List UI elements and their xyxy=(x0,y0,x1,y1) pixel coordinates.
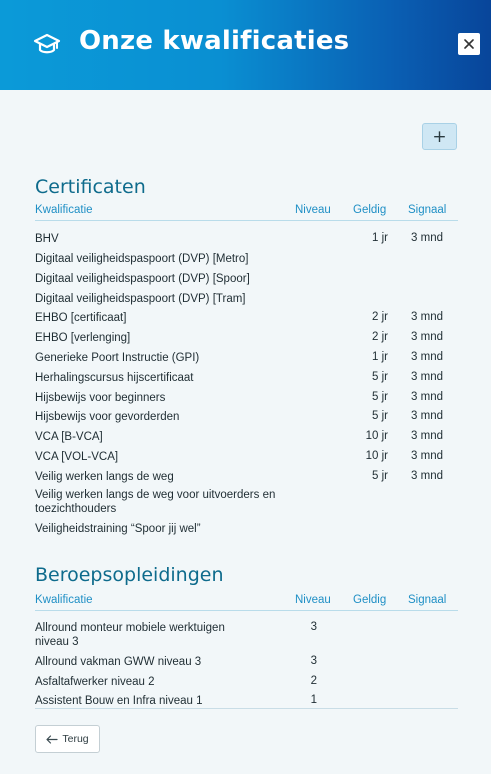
table-row[interactable]: Hijsbewijs voor beginners 5 jr 3 mnd xyxy=(35,391,443,404)
column-header-niveau[interactable]: Niveau xyxy=(295,204,331,216)
table-row[interactable]: EHBO [verlenging] 2 jr 3 mnd xyxy=(35,331,443,344)
column-header-geldig[interactable]: Geldig xyxy=(353,594,387,606)
table-row[interactable]: Hijsbewijs voor gevorderden 5 jr 3 mnd xyxy=(35,410,443,423)
column-header-kwalificatie[interactable]: Kwalificatie xyxy=(35,204,93,216)
table-row[interactable]: EHBO [certificaat] 2 jr 3 mnd xyxy=(35,311,443,324)
table-body-beroepsopleidingen xyxy=(35,621,458,714)
column-header-signaal[interactable]: Signaal xyxy=(408,204,447,216)
back-button-label: Terug xyxy=(62,733,89,745)
table-row[interactable]: Allround vakman GWW niveau 3 3 xyxy=(35,655,317,668)
table-row[interactable]: Veilig werken langs de weg 5 jr 3 mnd xyxy=(35,470,443,483)
table-row[interactable]: VCA [B-VCA] 10 jr 3 mnd xyxy=(35,430,443,443)
table-row[interactable]: Allround monteur mobiele werktuigen niveau 3 3 xyxy=(35,621,317,648)
table-row[interactable]: Asfaltafwerker niveau 2 2 xyxy=(35,675,317,688)
add-button[interactable]: + xyxy=(422,123,457,150)
table-row[interactable]: Digitaal veiligheidspaspoort (DVP) [Spoor] xyxy=(35,273,250,285)
page-title: Onze kwalificaties xyxy=(79,26,350,56)
table-row[interactable]: Herhalingscursus hijscertificaat 5 jr 3 mnd xyxy=(35,371,443,384)
table-row[interactable]: BHV 1 jr 3 mnd xyxy=(35,232,443,245)
table-row[interactable]: Veilig werken langs de weg voor uitvoerders en toezichthouders xyxy=(35,489,276,515)
table-row[interactable]: VCA [VOL-VCA] 10 jr 3 mnd xyxy=(35,450,443,463)
table-body-certificaten xyxy=(35,232,458,542)
column-header-kwalificatie[interactable]: Kwalificatie xyxy=(35,594,93,606)
close-button[interactable] xyxy=(458,33,480,55)
main-content xyxy=(0,90,491,774)
page-header xyxy=(0,0,491,90)
table-header-beroepsopleidingen xyxy=(35,594,458,611)
graduation-cap-icon xyxy=(33,32,61,56)
close-icon xyxy=(464,39,474,49)
section-title-beroepsopleidingen: Beroepsopleidingen xyxy=(35,564,224,586)
column-header-niveau[interactable]: Niveau xyxy=(295,594,331,606)
table-row[interactable]: Digitaal veiligheidspaspoort (DVP) [Tram] xyxy=(35,293,246,305)
table-row[interactable]: Generieke Poort Instructie (GPI) 1 jr 3 mnd xyxy=(35,351,443,364)
section-title-certificaten: Certificaten xyxy=(35,176,146,198)
table-row[interactable]: Assistent Bouw en Infra niveau 1 1 xyxy=(35,694,317,707)
arrow-left-icon xyxy=(46,735,58,744)
column-header-geldig[interactable]: Geldig xyxy=(353,204,387,216)
table-row[interactable]: Digitaal veiligheidspaspoort (DVP) [Metro] xyxy=(35,253,249,265)
back-button[interactable] xyxy=(35,725,100,753)
table-row[interactable]: Veiligheidstraining “Spoor jij wel” xyxy=(35,523,201,535)
divider xyxy=(35,708,458,709)
table-header-certificaten xyxy=(35,204,458,221)
column-header-signaal[interactable]: Signaal xyxy=(408,594,447,606)
